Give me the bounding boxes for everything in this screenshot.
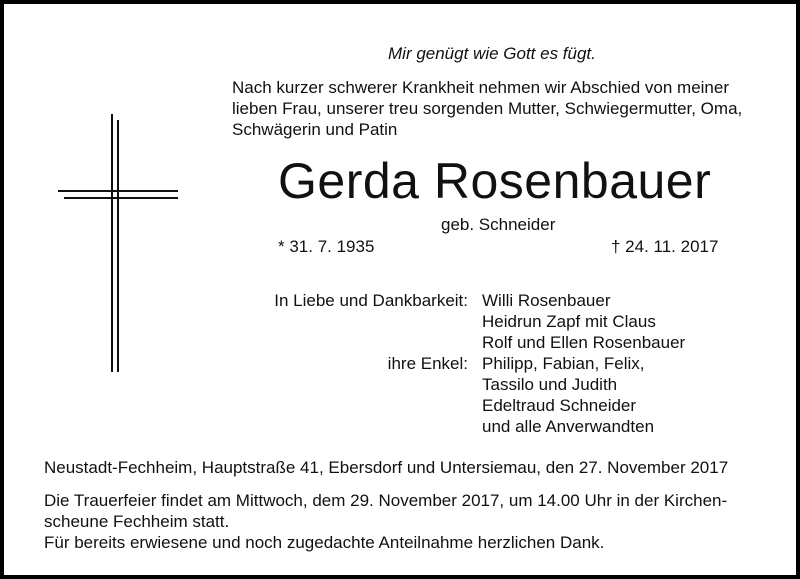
death-date: † 24. 11. 2017 xyxy=(611,237,719,256)
intro-line: Nach kurzer schwerer Krankheit nehmen wir Abschied von meiner xyxy=(232,78,730,97)
place-date: Neustadt-Fechheim, Hauptstraße 41, Ebersdorf und Untersiemau, den 27. November 2017 xyxy=(44,458,729,477)
mourner-name: Tassilo und Judith xyxy=(482,375,618,394)
mourner-name: Heidrun Zapf mit Claus xyxy=(482,312,656,331)
motto: Mir genügt wie Gott es fügt. xyxy=(388,44,596,63)
intro-line: lieben Frau, unserer treu sorgenden Mutter, Schwiegermutter, Oma, xyxy=(232,99,743,118)
service-info xyxy=(44,490,727,553)
service-line: Für bereits erwiesene und noch zugedachte Anteilnahme herzlichen Dank. xyxy=(44,533,605,552)
intro-text xyxy=(232,77,742,140)
service-line: Die Trauerfeier findet am Mittwoch, dem 29. November 2017, um 14.00 Uhr in der Kirchen- xyxy=(44,491,728,510)
deceased-name: Gerda Rosenbauer xyxy=(278,153,712,209)
mourner-name: Rolf und Ellen Rosenbauer xyxy=(482,333,686,352)
mourner-name: Philipp, Fabian, Felix, xyxy=(482,354,645,373)
mourners-label-love: In Liebe und Dankbarkeit: xyxy=(274,291,468,310)
mourner-name: Willi Rosenbauer xyxy=(482,291,611,310)
mourners-label-grandchildren: ihre Enkel: xyxy=(387,354,468,373)
birth-date: * 31. 7. 1935 xyxy=(278,237,375,256)
mourners-list-grandchildren xyxy=(482,353,654,437)
mourner-name: Edeltraud Schneider xyxy=(482,396,637,415)
mourner-name: und alle Anverwandten xyxy=(482,417,655,436)
maiden-name: geb. Schneider xyxy=(441,215,556,234)
service-line: scheune Fechheim statt. xyxy=(44,512,230,531)
cross-icon xyxy=(54,114,184,374)
intro-line: Schwägerin und Patin xyxy=(232,120,398,139)
mourners-list-love xyxy=(482,290,685,353)
